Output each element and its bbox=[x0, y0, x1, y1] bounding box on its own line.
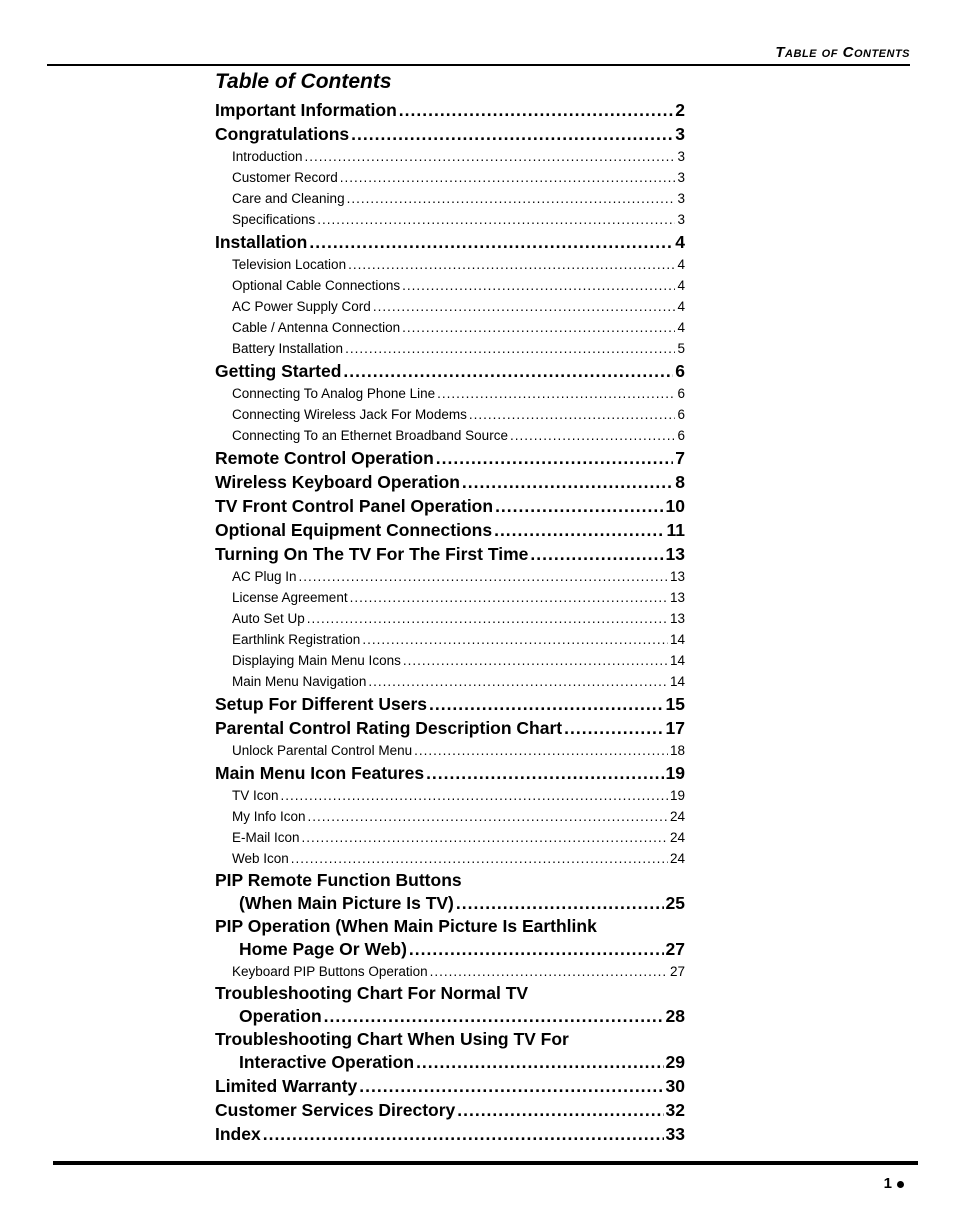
toc-entry[interactable] bbox=[215, 230, 685, 254]
toc-entry-label: Getting Started bbox=[215, 361, 342, 381]
toc-entry-page: 7 bbox=[675, 448, 685, 468]
toc-subentry[interactable] bbox=[215, 566, 685, 587]
toc-subentry[interactable] bbox=[215, 254, 685, 275]
toc-entry-page: 4 bbox=[677, 320, 685, 335]
toc-subentry[interactable] bbox=[215, 608, 685, 629]
dot-leader bbox=[263, 1122, 664, 1146]
toc-subentry[interactable] bbox=[215, 188, 685, 209]
toc-subentry[interactable] bbox=[215, 650, 685, 671]
toc-entry-page: 15 bbox=[665, 694, 685, 714]
dot-leader bbox=[307, 608, 668, 629]
toc-entry-page: 3 bbox=[677, 191, 685, 206]
toc-entry[interactable] bbox=[215, 542, 685, 566]
toc-entry-page: 27 bbox=[669, 964, 685, 979]
toc-entry-label: Customer Record bbox=[232, 170, 338, 185]
toc-entry-page: 4 bbox=[677, 278, 685, 293]
toc-entry-label: Parental Control Rating Description Chart bbox=[215, 718, 563, 738]
toc-entry[interactable] bbox=[215, 1004, 685, 1028]
toc-entry-label: Main Menu Icon Features bbox=[215, 763, 425, 783]
dot-leader bbox=[317, 209, 675, 230]
dot-leader bbox=[291, 848, 668, 869]
toc-entry-page: 3 bbox=[677, 212, 685, 227]
toc-entry-label: Introduction bbox=[232, 149, 303, 164]
toc-entry-label: Wireless Keyboard Operation bbox=[215, 472, 460, 492]
toc-entry-page: 4 bbox=[677, 299, 685, 314]
toc-entry[interactable] bbox=[215, 359, 685, 383]
toc-heading: Table of Contents bbox=[215, 70, 392, 93]
toc-subentry[interactable] bbox=[215, 848, 685, 869]
toc-entry-heading-line[interactable] bbox=[215, 1028, 685, 1050]
toc-entry-label: Important Information bbox=[215, 100, 397, 120]
toc-entry-label: Connecting To Analog Phone Line bbox=[232, 386, 436, 401]
toc-subentry[interactable] bbox=[215, 296, 685, 317]
toc-entry-page: 2 bbox=[675, 100, 685, 120]
dot-leader bbox=[281, 785, 668, 806]
dot-leader bbox=[494, 518, 664, 542]
page-number bbox=[884, 1175, 904, 1192]
dot-leader bbox=[402, 275, 675, 296]
toc-entry-label: AC Plug In bbox=[232, 569, 297, 584]
toc-entry-label: Customer Services Directory bbox=[215, 1100, 456, 1120]
toc-entry-list bbox=[215, 98, 685, 1146]
toc-entry-page: 28 bbox=[665, 1006, 685, 1026]
toc-entry-page: 6 bbox=[677, 386, 685, 401]
toc-entry-label: Installation bbox=[215, 232, 308, 252]
toc-entry-page: 33 bbox=[665, 1124, 685, 1144]
toc-entry-page: 18 bbox=[669, 743, 685, 758]
toc-entry-page: 24 bbox=[669, 830, 685, 845]
dot-leader bbox=[302, 827, 668, 848]
toc-entry-heading-line[interactable] bbox=[215, 869, 685, 891]
toc-entry[interactable] bbox=[215, 1074, 685, 1098]
toc-entry-page: 13 bbox=[669, 611, 685, 626]
dot-leader bbox=[305, 146, 676, 167]
toc-entry-label: Optional Equipment Connections bbox=[215, 520, 493, 540]
toc-entry[interactable] bbox=[215, 98, 685, 122]
dot-leader bbox=[345, 338, 675, 359]
toc-entry-label: E-Mail Icon bbox=[232, 830, 300, 845]
toc-entry-label: Interactive Operation bbox=[239, 1052, 415, 1072]
toc-entry-label: Television Location bbox=[232, 257, 347, 272]
toc-entry-label: Specifications bbox=[232, 212, 316, 227]
toc-subentry[interactable] bbox=[215, 338, 685, 359]
toc-subentry[interactable] bbox=[215, 629, 685, 650]
toc-entry-label: Congratulations bbox=[215, 124, 350, 144]
bottom-divider bbox=[53, 1161, 918, 1165]
dot-leader bbox=[308, 806, 668, 827]
toc-entry-label: TV Front Control Panel Operation bbox=[215, 496, 494, 516]
toc-entry-label: Turning On The TV For The First Time bbox=[215, 544, 529, 564]
toc-entry-label: Troubleshooting Chart When Using TV For bbox=[215, 1029, 569, 1049]
toc-entry-page: 3 bbox=[675, 124, 685, 144]
toc-entry-page: 29 bbox=[665, 1052, 685, 1072]
toc-subentry[interactable] bbox=[215, 785, 685, 806]
toc-entry-label: Displaying Main Menu Icons bbox=[232, 653, 401, 668]
toc-entry[interactable] bbox=[215, 1050, 685, 1074]
toc-entry-label: TV Icon bbox=[232, 788, 279, 803]
toc-entry-label: PIP Remote Function Buttons bbox=[215, 870, 462, 890]
dot-leader bbox=[324, 1004, 664, 1028]
toc-entry-page: 13 bbox=[669, 590, 685, 605]
toc-entry[interactable] bbox=[215, 692, 685, 716]
toc-entry-label: Main Menu Navigation bbox=[232, 674, 367, 689]
dot-leader bbox=[510, 425, 676, 446]
toc-entry-page: 3 bbox=[677, 149, 685, 164]
dot-leader bbox=[530, 542, 663, 566]
toc-entry-label: AC Power Supply Cord bbox=[232, 299, 371, 314]
toc-entry-label: Web Icon bbox=[232, 851, 289, 866]
toc-entry-label: Connecting To an Ethernet Broadband Source bbox=[232, 428, 508, 443]
dot-leader bbox=[409, 937, 664, 961]
toc-entry-label: Keyboard PIP Buttons Operation bbox=[232, 964, 428, 979]
toc-entry-label: Limited Warranty bbox=[215, 1076, 358, 1096]
toc-subentry[interactable] bbox=[215, 827, 685, 848]
toc-entry[interactable] bbox=[215, 122, 685, 146]
dot-leader bbox=[343, 359, 673, 383]
dot-leader bbox=[462, 470, 673, 494]
toc-entry[interactable] bbox=[215, 494, 685, 518]
dot-leader bbox=[347, 188, 676, 209]
dot-leader bbox=[437, 383, 675, 404]
toc-subentry[interactable] bbox=[215, 275, 685, 296]
dot-leader bbox=[457, 1098, 663, 1122]
toc-entry-page: 5 bbox=[677, 341, 685, 356]
dot-leader bbox=[368, 671, 668, 692]
toc-entry-page: 24 bbox=[669, 851, 685, 866]
toc-subentry[interactable] bbox=[215, 383, 685, 404]
dot-leader bbox=[456, 891, 664, 915]
dot-leader bbox=[436, 446, 674, 470]
top-divider bbox=[47, 64, 910, 66]
toc-entry-page: 6 bbox=[675, 361, 685, 381]
toc-entry-page: 24 bbox=[669, 809, 685, 824]
toc-entry-page: 27 bbox=[665, 939, 685, 959]
toc-entry-page: 14 bbox=[669, 674, 685, 689]
toc-subentry[interactable] bbox=[215, 806, 685, 827]
toc-entry-label: (When Main Picture Is TV) bbox=[239, 893, 454, 913]
dot-leader bbox=[348, 254, 675, 275]
toc-entry[interactable] bbox=[215, 891, 685, 915]
toc-entry-label: Earthlink Registration bbox=[232, 632, 361, 647]
table-of-contents bbox=[215, 68, 685, 1146]
toc-entry-label: Unlock Parental Control Menu bbox=[232, 743, 413, 758]
toc-entry[interactable] bbox=[215, 518, 685, 542]
toc-entry-page: 19 bbox=[669, 788, 685, 803]
toc-entry[interactable] bbox=[215, 1098, 685, 1122]
toc-subentry[interactable] bbox=[215, 740, 685, 761]
toc-entry-page: 19 bbox=[665, 763, 685, 783]
toc-entry[interactable] bbox=[215, 470, 685, 494]
toc-subentry[interactable] bbox=[215, 209, 685, 230]
toc-entry-page: 13 bbox=[669, 569, 685, 584]
dot-leader bbox=[350, 587, 668, 608]
toc-entry-label: Connecting Wireless Jack For Modems bbox=[232, 407, 467, 422]
toc-entry-page: 13 bbox=[665, 544, 685, 564]
toc-subentry[interactable] bbox=[215, 404, 685, 425]
toc-entry-page: 11 bbox=[666, 520, 685, 540]
toc-entry[interactable] bbox=[215, 446, 685, 470]
dot-leader bbox=[469, 404, 676, 425]
dot-leader bbox=[414, 740, 668, 761]
toc-entry-page: 32 bbox=[665, 1100, 685, 1120]
dot-leader bbox=[495, 494, 663, 518]
toc-entry-page: 4 bbox=[677, 257, 685, 272]
toc-entry-label: Setup For Different Users bbox=[215, 694, 427, 714]
toc-entry-label: Care and Cleaning bbox=[232, 191, 345, 206]
toc-entry-page: 10 bbox=[665, 496, 685, 516]
page-number-text: 1 bbox=[883, 1175, 892, 1192]
dot-leader bbox=[359, 1074, 663, 1098]
toc-subentry[interactable] bbox=[215, 587, 685, 608]
section-header-title: Table of Contents bbox=[775, 44, 910, 61]
dot-leader bbox=[299, 566, 668, 587]
toc-entry-label: Cable / Antenna Connection bbox=[232, 320, 401, 335]
toc-entry-label: Auto Set Up bbox=[232, 611, 305, 626]
dot-leader bbox=[402, 317, 675, 338]
toc-entry-page: 30 bbox=[665, 1076, 685, 1096]
bullet-dot-icon bbox=[897, 1181, 904, 1188]
dot-leader bbox=[362, 629, 668, 650]
toc-entry-label: License Agreement bbox=[232, 590, 348, 605]
toc-entry-label: Optional Cable Connections bbox=[232, 278, 401, 293]
dot-leader bbox=[351, 122, 673, 146]
dot-leader bbox=[309, 230, 673, 254]
toc-entry-page: 4 bbox=[675, 232, 685, 252]
toc-entry-label: Troubleshooting Chart For Normal TV bbox=[215, 983, 529, 1003]
toc-entry-label: Battery Installation bbox=[232, 341, 344, 356]
toc-subentry[interactable] bbox=[215, 167, 685, 188]
toc-subentry[interactable] bbox=[215, 425, 685, 446]
toc-entry-page: 25 bbox=[665, 893, 685, 913]
toc-entry[interactable] bbox=[215, 937, 685, 961]
toc-subentry[interactable] bbox=[215, 146, 685, 167]
dot-leader bbox=[399, 98, 673, 122]
dot-leader bbox=[430, 961, 668, 982]
dot-leader bbox=[429, 692, 664, 716]
toc-subentry[interactable] bbox=[215, 317, 685, 338]
dot-leader bbox=[564, 716, 663, 740]
toc-entry-label: My Info Icon bbox=[232, 809, 306, 824]
toc-entry-page: 3 bbox=[677, 170, 685, 185]
dot-leader bbox=[340, 167, 676, 188]
toc-entry-page: 6 bbox=[677, 407, 685, 422]
dot-leader bbox=[403, 650, 668, 671]
toc-entry-label: Operation bbox=[239, 1006, 322, 1026]
dot-leader bbox=[416, 1050, 663, 1074]
toc-entry[interactable] bbox=[215, 761, 685, 785]
toc-entry-label: Index bbox=[215, 1124, 261, 1144]
dot-leader bbox=[373, 296, 676, 317]
toc-subentry[interactable] bbox=[215, 961, 685, 982]
toc-entry-page: 14 bbox=[669, 653, 685, 668]
toc-entry-page: 8 bbox=[675, 472, 685, 492]
toc-entry-heading-line[interactable] bbox=[215, 982, 685, 1004]
toc-entry-label: Remote Control Operation bbox=[215, 448, 434, 468]
toc-entry-page: 14 bbox=[669, 632, 685, 647]
toc-entry[interactable] bbox=[215, 1122, 685, 1146]
toc-subentry[interactable] bbox=[215, 671, 685, 692]
toc-entry-heading-line[interactable] bbox=[215, 915, 685, 937]
dot-leader bbox=[426, 761, 663, 785]
toc-entry-page: 17 bbox=[665, 718, 685, 738]
toc-entry-label: PIP Operation (When Main Picture Is Earthlink bbox=[215, 916, 597, 936]
toc-entry-label: Home Page Or Web) bbox=[239, 939, 407, 959]
toc-entry-page: 6 bbox=[677, 428, 685, 443]
toc-entry[interactable] bbox=[215, 716, 685, 740]
